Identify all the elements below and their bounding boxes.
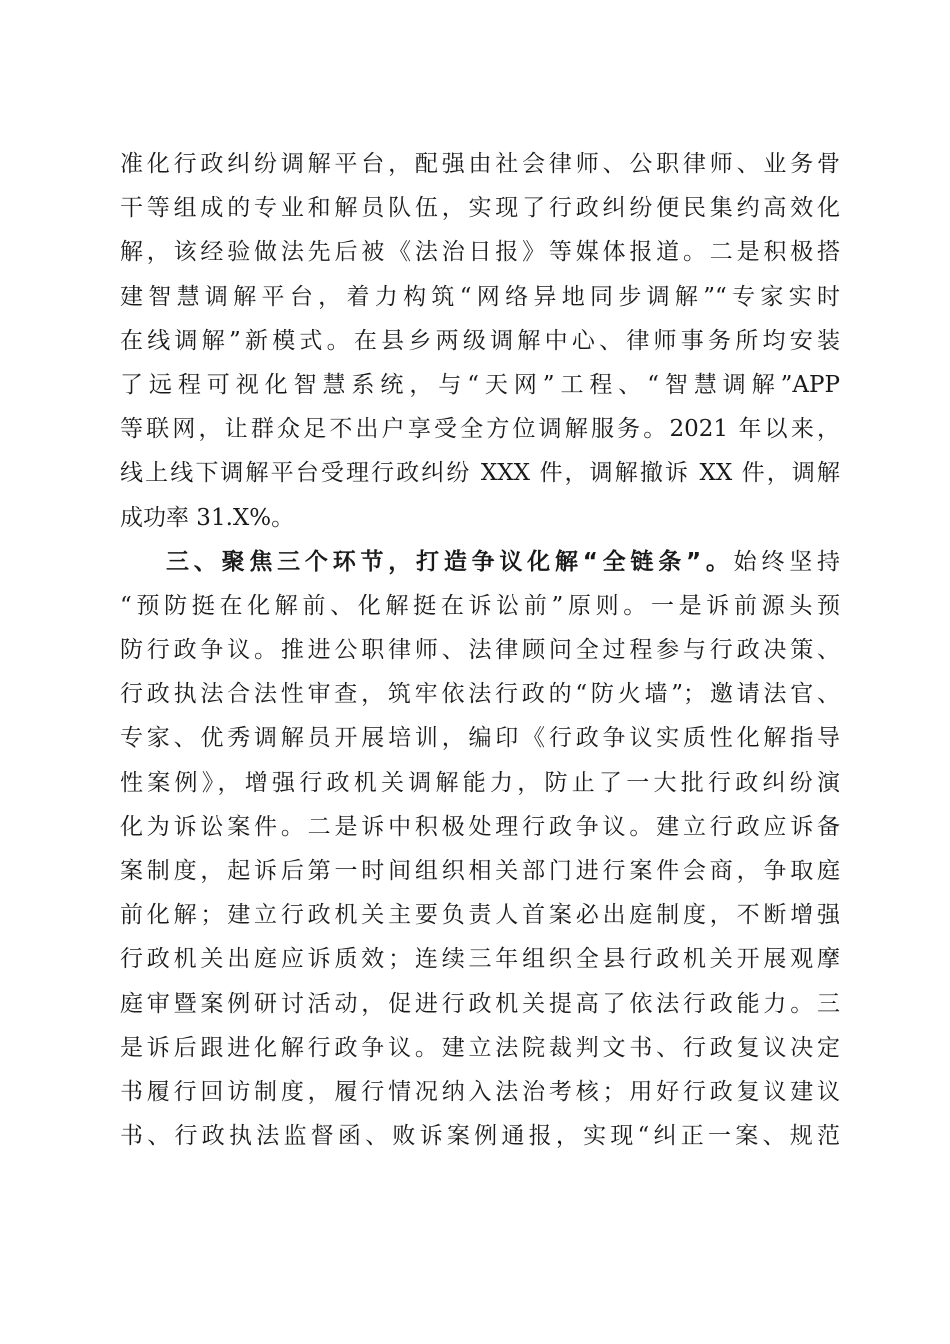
paragraph-2-line-9: 前化解；建立行政机关主要负责人首案必出庭制度，不断增强: [120, 902, 840, 929]
paragraph-2-line-8: 案制度，起诉后第一时间组织相关部门进行案件会商，争取庭: [120, 858, 840, 884]
document-body: [120, 142, 840, 1158]
paragraph-2-line-7: 化为诉讼案件。二是诉中积极处理行政争议。建立行政应诉备: [120, 813, 840, 840]
paragraph-1-line-5: 在线调解”新模式。在县乡两级调解中心、律师事务所均安装: [120, 327, 840, 354]
paragraph-2-line-13: 书履行回访制度，履行情况纳入法治考核；用好行政复议建议: [120, 1078, 840, 1105]
paragraph-2-line-10: 行政机关出庭应诉质效；连续三年组织全县行政机关开展观摩: [120, 946, 840, 973]
section-heading-continuation: 始终坚持: [733, 548, 841, 575]
paragraph-1-line-7: 等联网，让群众足不出户享受全方位调解服务。2021 年以来，: [120, 416, 840, 443]
paragraph-2-line-3: 防行政争议。推进公职律师、法律顾问全过程参与行政决策、: [120, 637, 840, 664]
section-heading: 三、聚焦三个环节，打造争议化解“全链条”。: [166, 548, 734, 575]
paragraph-2-line-14: 书、行政执法监督函、败诉案例通报，实现“纠正一案、规范: [120, 1123, 840, 1150]
paragraph-2-line-11: 庭审暨案例研讨活动，促进行政机关提高了依法行政能力。三: [120, 990, 840, 1017]
paragraph-2-line-5: 专家、优秀调解员开展培训，编印《行政争议实质性化解指导: [120, 725, 840, 752]
paragraph-2-line-6: 性案例》，增强行政机关调解能力，防止了一大批行政纠纷演: [120, 769, 840, 796]
paragraph-2-line-2: “预防挺在化解前、化解挺在诉讼前”原则。一是诉前源头预: [120, 592, 840, 619]
paragraph-1-line-2: 干等组成的专业和解员队伍，实现了行政纠纷便民集约高效化: [120, 195, 840, 222]
paragraph-1-line-1: 准化行政纠纷调解平台，配强由社会律师、公职律师、业务骨: [120, 151, 840, 177]
paragraph-2-first-line: [120, 540, 840, 584]
paragraph-1-line-8: 线上线下调解平台受理行政纠纷 XXX 件，调解撤诉 XX 件，调解: [120, 460, 840, 487]
paragraph-2-line-4: 行政执法合法性审查，筑牢依法行政的“防火墙”；邀请法官、: [120, 681, 840, 708]
paragraph-1-line-4: 建智慧调解平台，着力构筑“网络异地同步调解”“专家实时: [120, 283, 840, 310]
paragraph-1-line-6: 了远程可视化智慧系统，与“天网”工程、“智慧调解”APP: [120, 371, 840, 398]
paragraph-2-line-12: 是诉后跟进化解行政争议。建立法院裁判文书、行政复议决定: [120, 1034, 840, 1061]
paragraph-1-line-3: 解，该经验做法先后被《法治日报》等媒体报道。二是积极搭: [120, 239, 840, 266]
paragraph-1-line-9: 成功率 31.X%。: [120, 504, 295, 531]
